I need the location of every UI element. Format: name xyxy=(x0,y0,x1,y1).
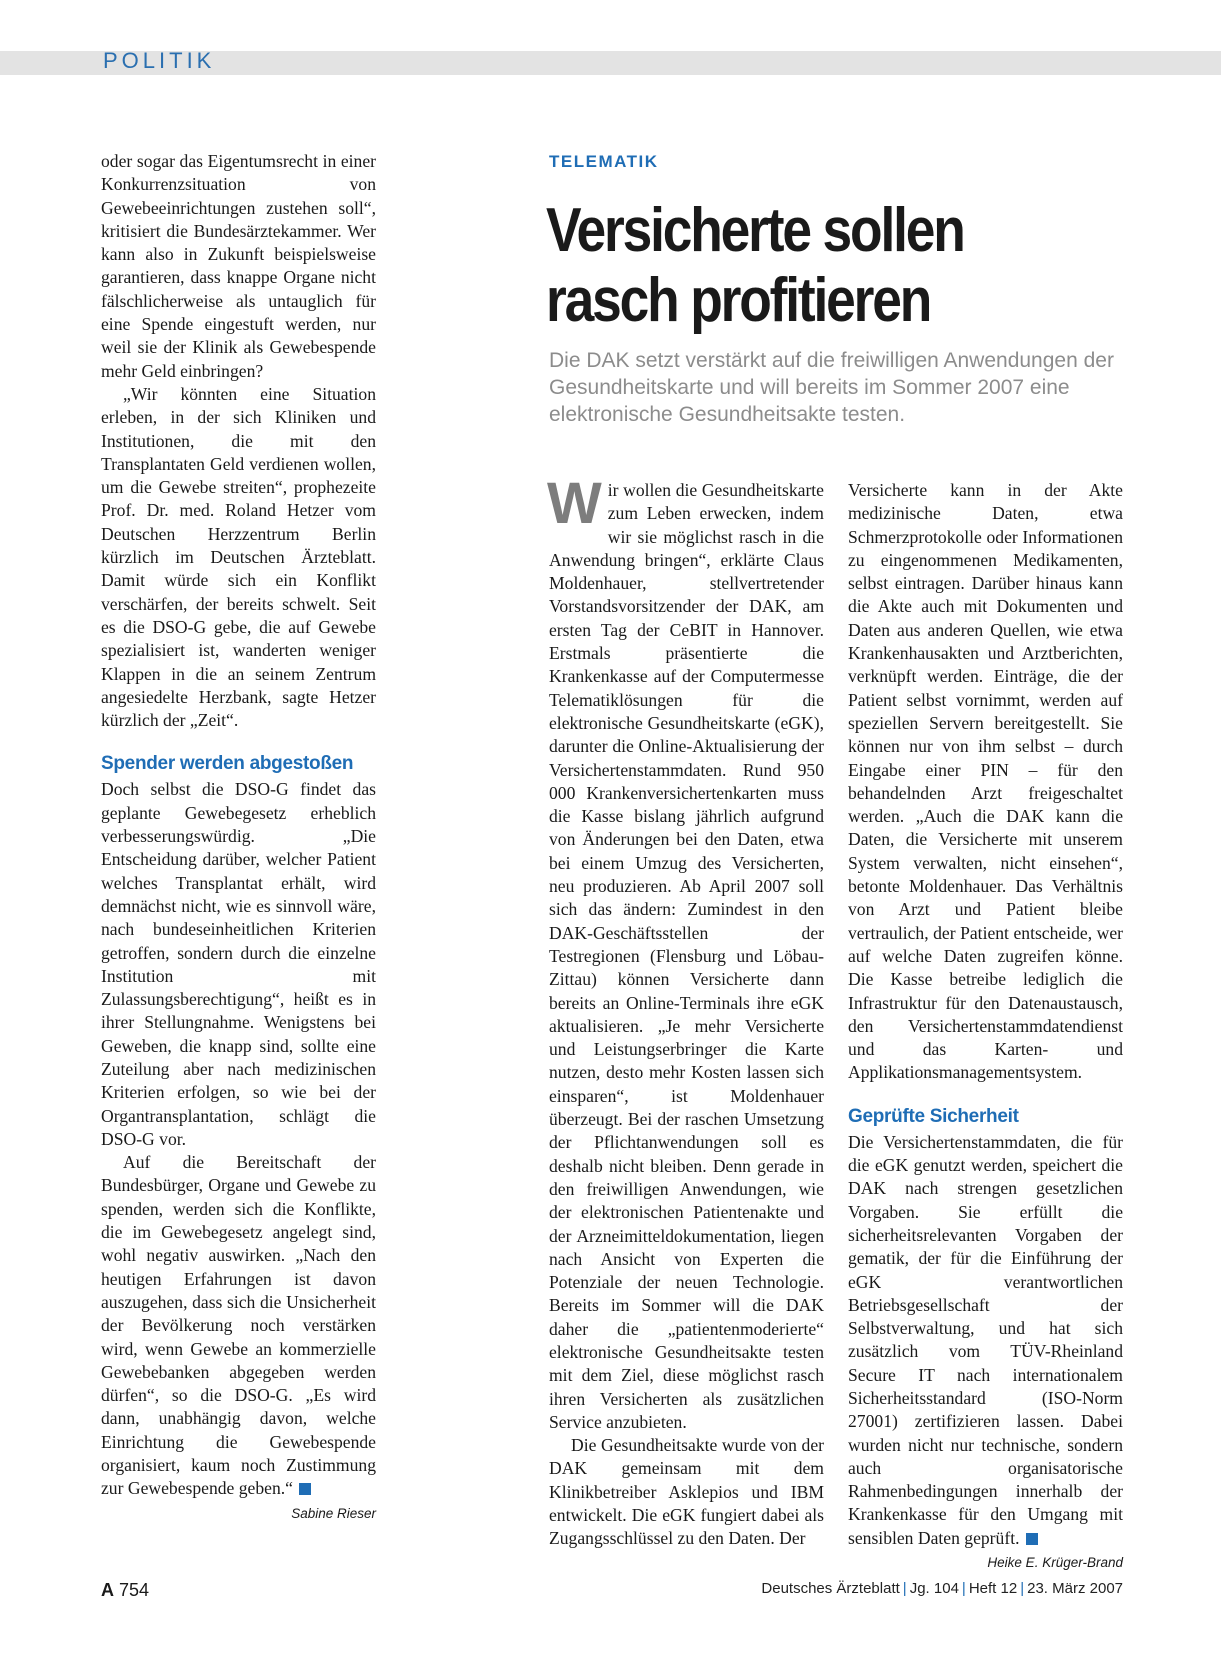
paragraph: Versicherte kann in der Akte medizinische Daten, etwa Schmerzprotokolle oder Informationen zu eingenommenen Medikamenten, selbst eintragen. Darüber hinaus kann die Akte auch mit Dokumenten und Daten aus anderen Quellen, wie etwa Krankenhausakten und Arztberichten, verknüpft werden. Einträge, die der Patient selbst vornimmt, werden auf speziellen Servern bereitgestellt. Sie können nur von ihm selbst – durch Eingabe einer PIN – für den behandelnden Arzt freigeschaltet werden. „Auch die DAK kann die Daten, die Versicherte mit unserem System verwalten, nicht einsehen“, betonte Moldenhauer. Das Verhältnis von Arzt und Patient bleibe vertraulich, der Patient entscheide, wer auf welche Daten zugreifen könne. Die Kasse betreibe lediglich die Infrastruktur für den Datenaustausch, den Versichertenstammdatendienst und das Karten- und Applikationsmanagementsystem. xyxy=(848,480,1123,1083)
separator: | xyxy=(902,1580,907,1597)
page-number xyxy=(101,1580,149,1601)
article-standfirst: Die DAK setzt verstärkt auf die freiwilligen Anwendungen der Gesundheitskarte und will bereits im Sommer 2007 eine elektronische Gesundheitsakte testen. xyxy=(549,349,1114,426)
paragraph: „Wir könnten eine Situation erleben, in der sich Kliniken und Institutionen, die mit den Transplantaten Geld verdienen wollen, um die Gewebe streiten“, prophezeite Prof. Dr. med. Roland Hetzer vom Deutschen Herzzentrum Berlin kürzlich im Deutschen Ärzteblatt. Damit würde sich ein Konflikt verschärfen, der bereits schwelt. Seit es die DSO-G gebe, die auf Gewebe spezialisiert ist, wanderten weniger Klappen in die an seinem Zentrum angesiedelte Herzbank, sagte Hetzer kürzlich der „Zeit“. xyxy=(101,383,376,731)
article-column-2 xyxy=(848,479,1123,1574)
separator: | xyxy=(961,1580,966,1597)
article-column-1 xyxy=(547,471,824,1551)
end-mark-icon xyxy=(1026,1533,1038,1545)
paragraph-text: Die Versichertenstammdaten, die für die eGK genutzt werden, speichert die DAK nach strengen gesetzlichen Vorgaben. Sie erfüllt die sicherheitsrelevanten Vorgaben der gematik, der für die Einführung der eGK verantwortlichen Betriebsgesellschaft der Selbstverwaltung, und hat sich zusätzlich vom TÜV-Rheinland Secure IT nach internationalem Sicherheitsstandard (ISO-Norm 27001) zertifizieren lassen. Dabei wurden nicht nur technische, sondern auch organisatorische Rahmenbedingungen innerhalb der Krankenkasse für den Umgang mit sensiblen Daten geprüft. xyxy=(848,1131,1123,1548)
journal-volume: Jg. 104 xyxy=(909,1580,959,1597)
paragraph: oder sogar das Eigentumsrecht in einer Konkurrenzsituation von Gewebeeinrichtungen zustehen soll“, kritisiert die Bundesärztekammer. Wer kann also in Zukunft beispielsweise garantieren, dass knappe Organe nicht fälschlicherweise als untauglich für eine Spende eingestuft werden, nur weil sie der Klinik als Gewebespende mehr Geld einbringen? xyxy=(101,151,376,381)
subheading: Geprüfte Sicherheit xyxy=(848,1105,1019,1127)
author-byline: Heike E. Krüger-Brand xyxy=(987,1555,1123,1571)
paragraph-with-endmark xyxy=(848,1131,1123,1550)
journal-date: 23. März 2007 xyxy=(1027,1580,1123,1597)
article-headline xyxy=(546,196,1062,336)
author-byline: Sabine Rieser xyxy=(291,1505,376,1521)
subheading: Spender werden abgestoßen xyxy=(101,753,354,775)
headline-line: rasch profitieren xyxy=(546,266,931,335)
article-kicker: TELEMATIK xyxy=(549,152,659,171)
previous-article-column xyxy=(101,150,376,1525)
section-label: POLITIK xyxy=(103,48,216,73)
paragraph: Doch selbst die DSO-G findet das geplante Gewebegesetz erheblich verbesserungswürdig. „Die Entscheidung darüber, welcher Patient welches Transplantat erhält, wird demnächst nicht, wie es sinnvoll wäre, nach bundeseinheitlichen Kriterien getroffen, sondern durch die einzelne Institution mit Zulassungsberechtigung“, heißt es in ihrer Stellungnahme. Wenigstens bei Geweben, die knapp sind, sollte eine Zuteilung aber nach medizinischen Kriterien erfolgen, so wie bei der Organtransplantation, schlägt die DSO-G vor. xyxy=(101,779,376,1149)
paragraph xyxy=(547,471,824,1434)
end-mark-icon xyxy=(299,1483,311,1495)
paragraph-text: Auf die Bereitschaft der Bundesbürger, Organe und Gewebe zu spenden, werden sich die Konflikte, die im Gewebegesetz angelegt sind, wohl negativ auswirken. „Nach den heutigen Erfahrungen ist davon auszugehen, dass sich die Unsicherheit der Bevölkerung noch verstärken wird, wenn Gewebe an kommerzielle Gewebebanken abgegeben werden dürfen“, so die DSO-G. „Es wird dann, unabhängig davon, welche Einrichtung die Gewebespende organisiert, kaum noch Zustimmung zur Gewebespende geben.“ xyxy=(101,1152,376,1499)
journal-issue: Heft 12 xyxy=(968,1580,1018,1597)
separator: | xyxy=(1020,1580,1025,1597)
drop-cap: W xyxy=(547,471,602,536)
paragraph: Die Gesundheitsakte wurde von der DAK gemeinsam mit dem Klinikbetreiber Asklepios und IBM entwickelt. Die eGK fungiert dabei als Zugangsschlüssel zu den Daten. Der xyxy=(549,1435,824,1549)
page-prefix: A xyxy=(101,1580,114,1600)
journal-name: Deutsches Ärzteblatt xyxy=(761,1580,900,1597)
paragraph-text: ir wollen die Gesundheitskarte zum Leben erwecken, indem wir sie möglichst rasch in die Anwendung bringen“, erklärte Claus Moldenhauer, stellvertretender Vorstandsvorsitzender der DAK, am ersten Tag der CeBIT in Hannover. Erstmals präsentierte die Krankenkasse auf der Computermesse Telematiklösungen für die elektronische Gesundheitskarte (eGK), darunter die Online-Aktualisierung der Versichertenstammdaten. Rund 950 000 Krankenversichertenkarten muss die Kasse bislang jährlich aufgrund von Änderungen bei den Daten, etwa bei einem Umzug des Versicherten, neu produzieren. Ab April 2007 soll sich das ändern: Zumindest in den DAK-Geschäftsstellen der Testregionen (Flensburg und Löbau-Zittau) können Versicherte dann bereits an Online-Terminals ihre eGK aktualisieren. „Je mehr Versicherte und Leistungserbringer die Karte nutzen, desto mehr Kosten lassen sich einsparen“, ist Moldenhauer überzeugt. Bei der raschen Umsetzung der Pflichtanwendungen soll es deshalb nicht bleiben. Denn gerade in den freiwilligen Anwendungen, wie der elektronischen Patientenakte und der Arzneimitteldokumentation, liegen nach Ansicht von Experten die Potenziale der neuen Technologie. Bereits im Sommer will die DAK daher die „patientenmoderierte“ elektronische Gesundheitsakte testen mit dem Ziel, diese möglichst rasch ihren Versicherten als zusätzlichen Service anzubieten. xyxy=(549,480,824,1432)
journal-info xyxy=(761,1580,1123,1597)
headline-line: Versicherte sollen xyxy=(546,196,964,265)
paragraph-with-endmark xyxy=(101,1151,376,1500)
page-number-value: 754 xyxy=(119,1580,150,1600)
